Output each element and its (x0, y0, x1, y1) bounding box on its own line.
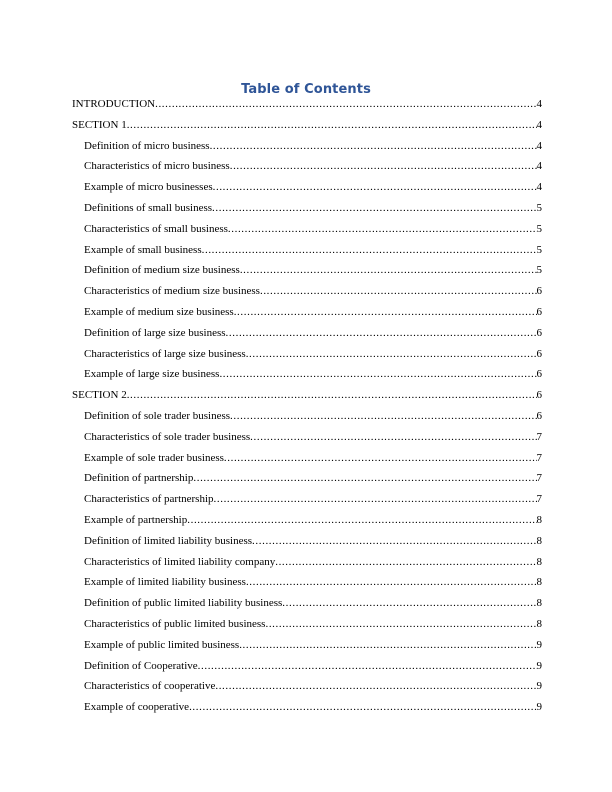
toc-entry-page-number: 8 (536, 597, 542, 610)
toc-entry-label: SECTION 1 (72, 118, 127, 131)
toc-dot-leader (275, 555, 536, 569)
toc-entry-label: Characteristics of limited liability company (84, 555, 276, 568)
toc-entry-label: SECTION 2 (72, 389, 127, 402)
toc-dot-leader (252, 534, 536, 548)
toc-entry[interactable] (72, 222, 542, 243)
toc-entry[interactable] (72, 284, 542, 305)
toc-entry-label: Example of large size business (84, 368, 220, 381)
toc-dot-leader (213, 180, 537, 194)
toc-dot-leader (230, 159, 537, 173)
toc-entry-label: Characteristics of micro business (84, 160, 230, 173)
toc-entry-label: INTRODUCTION (72, 98, 156, 110)
toc-dot-leader (234, 305, 537, 319)
toc-entry[interactable] (72, 201, 542, 222)
toc-entry-label: Example of sole trader business (84, 451, 224, 464)
toc-entry-page-number: 8 (536, 513, 542, 526)
toc-entry-page-number: 6 (536, 409, 542, 422)
toc-entry-label: Example of public limited business (84, 638, 240, 651)
toc-entry[interactable] (72, 180, 542, 201)
toc-entry-page-number: 9 (536, 701, 542, 714)
toc-entry[interactable] (72, 638, 542, 659)
toc-entry[interactable] (72, 430, 542, 451)
toc-dot-leader (127, 388, 537, 402)
toc-dot-leader (215, 679, 536, 693)
toc-entry[interactable] (72, 617, 542, 638)
toc-entry[interactable] (72, 388, 542, 409)
toc-entry-label: Characteristics of small business (84, 222, 228, 235)
toc-list (72, 97, 542, 721)
toc-entry[interactable] (72, 139, 542, 160)
toc-entry-page-number: 6 (536, 326, 542, 339)
toc-entry-label: Characteristics of large size business (84, 347, 246, 360)
toc-entry-label: Characteristics of public limited business (84, 617, 266, 630)
toc-entry-page-number: 8 (536, 534, 542, 547)
toc-entry-label: Characteristics of sole trader business (84, 430, 251, 443)
toc-title: Table of Contents (241, 82, 371, 97)
toc-entry[interactable] (72, 97, 542, 118)
toc-dot-leader (226, 326, 537, 340)
toc-entry-label: Example of partnership (84, 513, 188, 526)
toc-entry[interactable] (72, 471, 542, 492)
toc-entry-label: Definition of limited liability business (84, 534, 253, 547)
toc-entry[interactable] (72, 679, 542, 700)
toc-entry-label: Example of limited liability business (84, 576, 246, 589)
toc-entry-page-number: 7 (536, 472, 542, 485)
toc-entry-page-number: 5 (536, 201, 542, 214)
toc-dot-leader (246, 575, 537, 589)
toc-entry-page-number: 5 (536, 243, 542, 256)
toc-entry-page-number: 9 (536, 659, 542, 672)
toc-entry[interactable] (72, 243, 542, 264)
toc-entry-page-number: 4 (536, 118, 542, 131)
toc-entry-label: Definitions of small business (84, 201, 213, 214)
toc-entry-page-number: 8 (536, 617, 542, 630)
toc-entry-page-number: 6 (536, 305, 542, 318)
toc-dot-leader (282, 596, 536, 610)
toc-entry[interactable] (72, 659, 542, 680)
toc-entry-label: Definition of Cooperative (84, 659, 198, 672)
toc-dot-leader (239, 638, 536, 652)
toc-entry-label: Definition of micro business (84, 139, 210, 152)
toc-dot-leader (230, 409, 536, 423)
toc-dot-leader (212, 201, 536, 215)
toc-entry-label: Definition of medium size business (84, 264, 240, 277)
toc-dot-leader (187, 513, 536, 527)
toc-entry[interactable] (72, 305, 542, 326)
toc-dot-leader (240, 263, 537, 277)
toc-entry[interactable] (72, 347, 542, 368)
toc-entry-page-number: 9 (536, 638, 542, 651)
toc-entry[interactable] (72, 596, 542, 617)
toc-entry-page-number: 4 (536, 181, 542, 194)
toc-entry-label: Definition of sole trader business (84, 409, 231, 422)
toc-entry[interactable] (72, 700, 542, 721)
toc-dot-leader (127, 118, 537, 132)
toc-dot-leader (210, 139, 537, 153)
toc-dot-leader (202, 243, 537, 257)
toc-entry-page-number: 4 (536, 139, 542, 152)
toc-entry-label: Definition of partnership (84, 472, 194, 485)
toc-dot-leader (228, 222, 537, 236)
toc-entry[interactable] (72, 575, 542, 596)
toc-entry-page-number: 8 (536, 576, 542, 589)
toc-dot-leader (224, 451, 537, 465)
toc-entry-page-number: 8 (536, 555, 542, 568)
toc-entry[interactable] (72, 409, 542, 430)
toc-entry-label: Characteristics of partnership (84, 493, 214, 506)
toc-entry-label: Characteristics of medium size business (84, 285, 260, 298)
toc-entry[interactable] (72, 367, 542, 388)
toc-entry-page-number: 6 (536, 347, 542, 360)
toc-entry-page-number: 7 (536, 451, 542, 464)
toc-entry-label: Example of medium size business (84, 305, 234, 318)
toc-dot-leader (214, 492, 537, 506)
toc-dot-leader (246, 347, 537, 361)
toc-entry[interactable] (72, 492, 542, 513)
toc-entry-label: Example of micro businesses (84, 181, 213, 194)
toc-entry-label: Characteristics of cooperative (84, 680, 216, 693)
toc-entry[interactable] (72, 159, 542, 180)
toc-entry[interactable] (72, 263, 542, 284)
toc-dot-leader (265, 617, 536, 631)
toc-entry-label: Example of cooperative (84, 701, 190, 714)
toc-entry-page-number: 6 (536, 389, 542, 402)
toc-entry-page-number: 6 (536, 285, 542, 298)
toc-entry-page-number: 7 (536, 493, 542, 506)
toc-entry-page-number: 7 (536, 430, 542, 443)
toc-entry-page-number: 6 (536, 368, 542, 381)
toc-entry[interactable] (72, 451, 542, 472)
toc-entry-label: Definition of large size business (84, 326, 226, 339)
toc-dot-leader (260, 284, 537, 298)
toc-dot-leader (193, 471, 536, 485)
toc-entry-page-number: 4 (536, 98, 542, 110)
toc-dot-leader (219, 367, 536, 381)
toc-entry-page-number: 5 (536, 222, 542, 235)
toc-dot-leader (198, 659, 537, 673)
toc-entry-page-number: 4 (536, 160, 542, 173)
toc-dot-leader (250, 430, 536, 444)
toc-entry[interactable] (72, 118, 542, 139)
toc-entry-page-number: 5 (536, 264, 542, 277)
toc-entry[interactable] (72, 326, 542, 347)
toc-dot-leader (189, 700, 536, 714)
toc-dot-leader (155, 97, 536, 111)
toc-entry-label: Example of small business (84, 243, 202, 256)
toc-entry[interactable] (72, 513, 542, 534)
toc-entry-page-number: 9 (536, 680, 542, 693)
toc-entry[interactable] (72, 555, 542, 576)
toc-entry[interactable] (72, 534, 542, 555)
toc-entry-label: Definition of public limited liability business (84, 597, 283, 610)
